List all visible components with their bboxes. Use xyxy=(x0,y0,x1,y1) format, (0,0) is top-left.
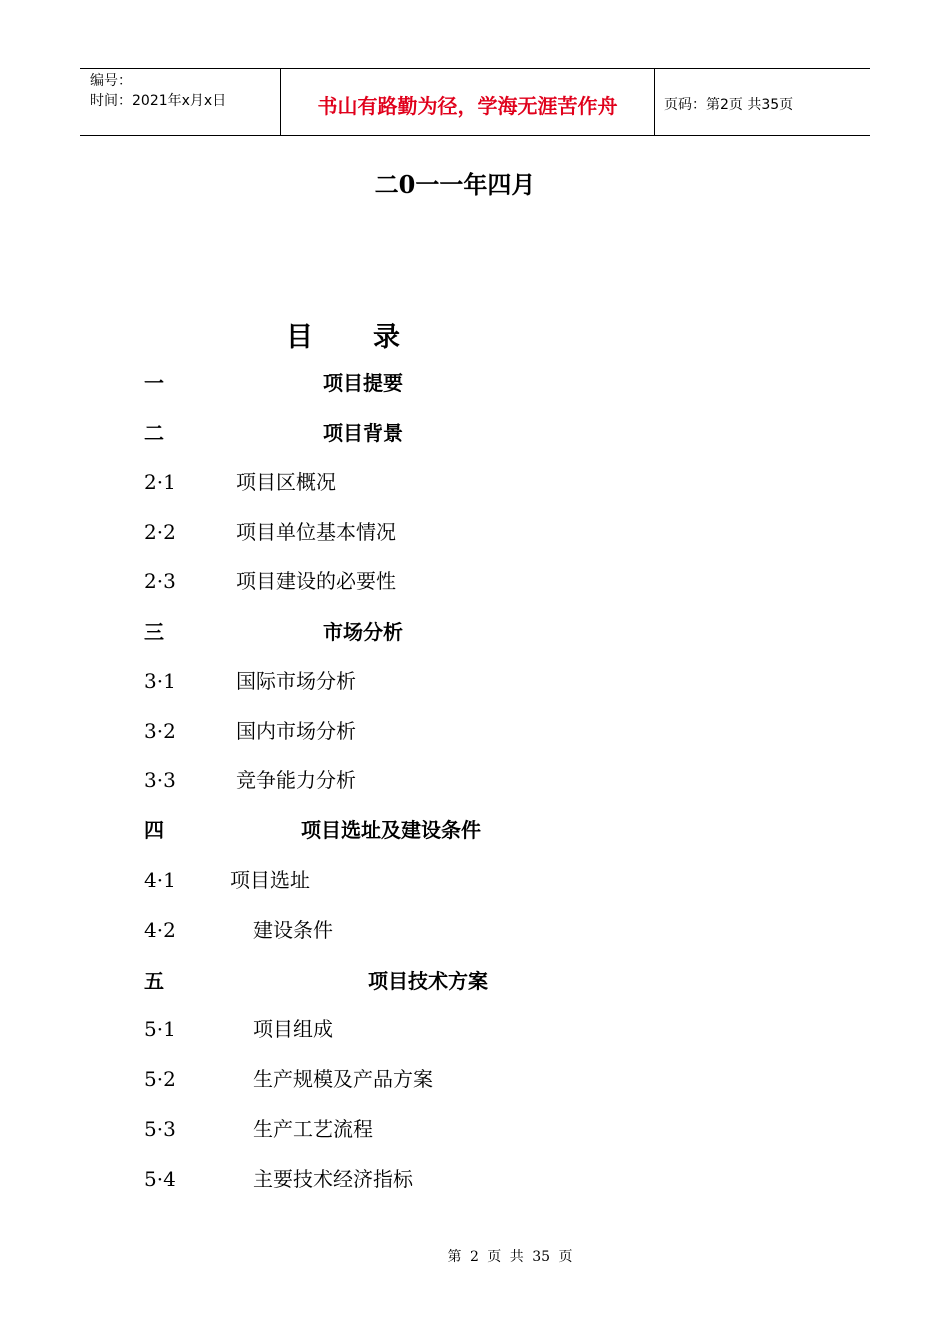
toc-item-text: 项目选址及建设条件 xyxy=(301,818,481,842)
header-slogan: 书山有路勤为径，学海无涯苦作舟 xyxy=(281,69,655,135)
toc-item-text: 建设条件 xyxy=(253,918,333,942)
toc-item-number: 三 xyxy=(144,620,164,644)
toc-title: 目录 xyxy=(286,322,460,353)
toc-item-number: 二 xyxy=(144,421,164,445)
toc-item-number: 一 xyxy=(144,371,164,395)
toc-item-number: 5·2 xyxy=(144,1067,176,1091)
toc-item-text: 项目建设的必要性 xyxy=(236,569,396,593)
page-header xyxy=(80,68,870,136)
toc-item-text: 项目单位基本情况 xyxy=(236,520,396,544)
toc-item-number: 5·1 xyxy=(144,1017,176,1041)
toc-item-text: 生产规模及产品方案 xyxy=(253,1067,433,1091)
toc-item-number: 5·3 xyxy=(144,1117,176,1141)
toc-item-number: 五 xyxy=(144,969,164,993)
toc-item-text: 竞争能力分析 xyxy=(236,768,356,792)
toc-item-text: 项目提要 xyxy=(323,371,403,395)
date-title: 二0一一年四月 xyxy=(374,170,536,199)
toc-item-number: 四 xyxy=(144,818,164,842)
page-footer: 第 2 页 共 35 页 xyxy=(447,1249,573,1265)
toc-item-text: 国际市场分析 xyxy=(236,669,356,693)
toc-item-text: 项目选址 xyxy=(230,868,310,892)
toc-item-text: 生产工艺流程 xyxy=(253,1117,373,1141)
toc-item-text: 国内市场分析 xyxy=(236,719,356,743)
header-page-info: 页码：第2页 共35页 xyxy=(664,97,794,113)
header-meta xyxy=(80,69,281,135)
toc-item-number: 5·4 xyxy=(144,1167,176,1191)
toc-item-number: 2·3 xyxy=(144,569,176,593)
toc-item-text: 项目技术方案 xyxy=(368,969,488,993)
toc-item-number: 4·1 xyxy=(144,868,176,892)
toc-item-text: 项目组成 xyxy=(253,1017,333,1041)
toc-item-number: 2·2 xyxy=(144,520,176,544)
number-label: 编号： xyxy=(90,73,132,89)
time-label: 时间：2021年x月x日 xyxy=(90,93,227,109)
toc-item-number: 2·1 xyxy=(144,470,176,494)
toc-item-number: 4·2 xyxy=(144,918,176,942)
toc-item-text: 项目背景 xyxy=(323,421,403,445)
toc-item-number: 3·1 xyxy=(144,669,176,693)
toc-item-text: 市场分析 xyxy=(323,620,403,644)
toc-item-text: 项目区概况 xyxy=(236,470,336,494)
toc-item-number: 3·3 xyxy=(144,768,176,792)
toc-item-number: 3·2 xyxy=(144,719,176,743)
toc-item-text: 主要技术经济指标 xyxy=(253,1167,413,1191)
